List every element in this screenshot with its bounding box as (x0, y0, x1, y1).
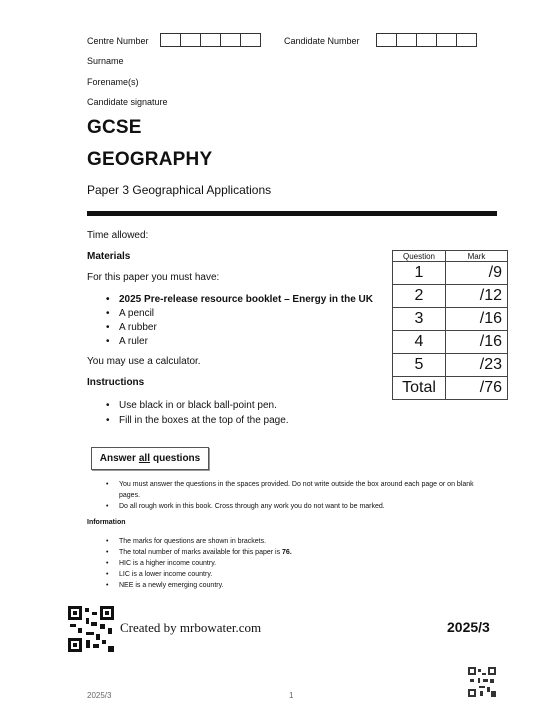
question-mark: /16 (446, 308, 508, 331)
materials-item: • A ruler (106, 335, 373, 349)
info-item: • NEE is a newly emerging country. (106, 580, 486, 591)
note-item: • You must answer the questions in the spaces provided. Do not write outside the box around each page or on blank pages. (106, 479, 496, 501)
forenames-label: Forename(s) (87, 77, 139, 87)
info-total-text: The total number of marks available for this paper is (119, 549, 283, 556)
info-item: • HIC is a higher income country. (106, 558, 486, 569)
barcode-icon (468, 667, 496, 697)
materials-heading: Materials (87, 251, 131, 262)
signature-label: Candidate signature (87, 97, 168, 107)
question-number: 1 (393, 262, 446, 285)
materials-item: • 2025 Pre-release resource booklet – Energy in the UK (106, 293, 373, 307)
materials-intro: For this paper you must have: (87, 272, 220, 283)
instructions-item: • Use black in or black ball-point pen. (106, 398, 289, 413)
instructions-list (106, 398, 289, 428)
table-row (393, 377, 508, 400)
note-item: • Do all rough work in this book. Cross through any work you do not want to be marked. (106, 501, 496, 512)
question-mark: /16 (446, 331, 508, 354)
question-mark: /76 (446, 377, 508, 400)
footer-code: 2025/3 (87, 691, 112, 700)
question-number: Total (393, 377, 446, 400)
paper-code: 2025/3 (447, 619, 490, 635)
page-number: 1 (289, 691, 294, 700)
table-row (393, 262, 508, 285)
time-allowed: Time allowed: (87, 230, 149, 241)
info-item: • The marks for questions are shown in brackets. (106, 536, 486, 547)
information-list (106, 536, 486, 591)
instructions-item: • Fill in the boxes at the top of the page. (106, 413, 289, 428)
answer-all-pre: Answer (99, 453, 136, 464)
candidate-number-label: Candidate Number (284, 36, 360, 46)
info-item: • LIC is a lower income country. (106, 569, 486, 580)
materials-list (106, 293, 373, 349)
info-item (106, 547, 486, 558)
mark-table (392, 250, 508, 400)
question-number: 3 (393, 308, 446, 331)
table-row (393, 285, 508, 308)
information-heading: Information (87, 519, 126, 526)
title-divider (87, 211, 497, 216)
question-number: 4 (393, 331, 446, 354)
qualification-title: GCSE (87, 117, 142, 138)
calculator-note: You may use a calculator. (87, 356, 201, 367)
mark-table-header-mark: Mark (446, 251, 508, 262)
paper-title: Paper 3 Geographical Applications (87, 183, 272, 197)
qr-code-icon (68, 606, 114, 652)
centre-number-label: Centre Number (87, 36, 149, 46)
question-number: 2 (393, 285, 446, 308)
instructions-heading: Instructions (87, 377, 145, 388)
answer-all-underlined: all (138, 453, 150, 464)
table-row (393, 354, 508, 377)
notes-list (106, 479, 496, 512)
mark-table-header-question: Question (393, 251, 446, 262)
credit-text: Created by mrbowater.com (120, 620, 262, 635)
question-mark: /12 (446, 285, 508, 308)
table-row (393, 308, 508, 331)
materials-item: • A rubber (106, 321, 373, 335)
subject-title: GEOGRAPHY (87, 149, 213, 170)
centre-number-boxes[interactable] (160, 33, 261, 47)
question-mark: /23 (446, 354, 508, 377)
question-mark: /9 (446, 262, 508, 285)
answer-all-post: questions (153, 453, 201, 464)
info-total-marks: 76. (282, 549, 292, 556)
question-number: 5 (393, 354, 446, 377)
candidate-number-boxes[interactable] (376, 33, 477, 47)
answer-all-box (91, 447, 209, 470)
surname-label: Surname (87, 56, 124, 66)
table-row (393, 331, 508, 354)
materials-item: • A pencil (106, 307, 373, 321)
